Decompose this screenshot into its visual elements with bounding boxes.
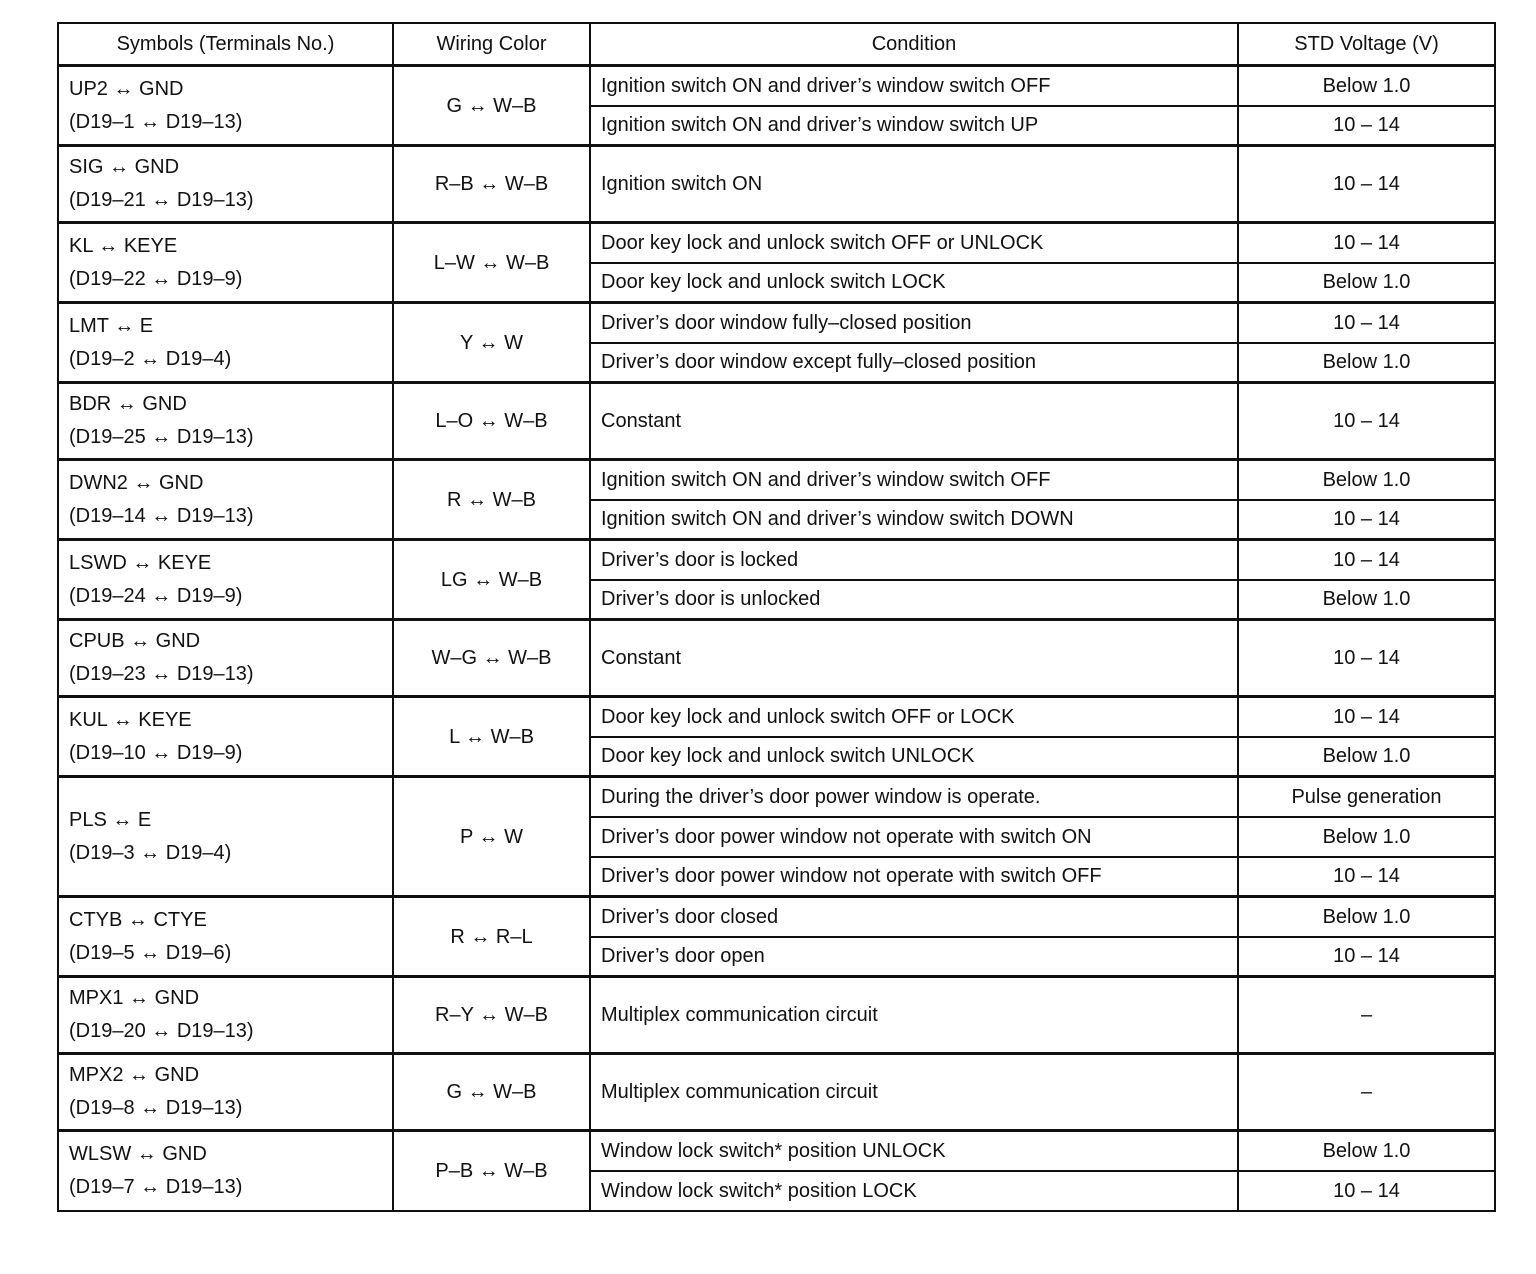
symbol-cell [58, 897, 393, 977]
symbol-cell [58, 620, 393, 697]
wiring-color-cell: Y ↔ W [393, 303, 590, 383]
terminal-symbol: PLS ↔ E [69, 808, 152, 831]
std-voltage-cell: 10 – 14 [1238, 223, 1495, 263]
std-voltage-cell: 10 – 14 [1238, 620, 1495, 697]
condition-cell: Door key lock and unlock switch OFF or UNLOCK [590, 223, 1238, 263]
header-condition: Condition [590, 23, 1238, 66]
condition-cell: Ignition switch ON and driver’s window switch OFF [590, 66, 1238, 106]
header-wiring-color: Wiring Color [393, 23, 590, 66]
wiring-color-cell: R–Y ↔ W–B [393, 977, 590, 1054]
table-body [58, 66, 1495, 1211]
condition-cell: Driver’s door is unlocked [590, 580, 1238, 620]
table-row [58, 1054, 1495, 1131]
std-voltage-cell: 10 – 14 [1238, 500, 1495, 540]
terminal-numbers: (D19–8 ↔ D19–13) [69, 1097, 243, 1119]
symbol-cell [58, 66, 393, 146]
condition-cell: Door key lock and unlock switch OFF or LOCK [590, 697, 1238, 737]
std-voltage-cell: Below 1.0 [1238, 263, 1495, 303]
wiring-color-cell: R ↔ R–L [393, 897, 590, 977]
std-voltage-cell: Below 1.0 [1238, 1131, 1495, 1171]
condition-cell: Window lock switch* position UNLOCK [590, 1131, 1238, 1171]
table-row [58, 303, 1495, 343]
terminal-numbers: (D19–20 ↔ D19–13) [69, 1020, 254, 1042]
terminal-voltage-sheet [57, 22, 1494, 1212]
terminal-numbers: (D19–25 ↔ D19–13) [69, 426, 254, 448]
condition-cell: Driver’s door open [590, 937, 1238, 977]
terminal-symbol: KUL ↔ KEYE [69, 708, 192, 731]
condition-cell: During the driver’s door power window is operate. [590, 777, 1238, 817]
condition-cell: Driver’s door power window not operate with switch OFF [590, 857, 1238, 897]
terminal-symbol: LMT ↔ E [69, 314, 154, 337]
terminal-symbol: DWN2 ↔ GND [69, 471, 204, 494]
terminal-numbers: (D19–24 ↔ D19–9) [69, 584, 243, 607]
symbol-cell [58, 1054, 393, 1131]
symbol-cell [58, 223, 393, 303]
symbol-cell [58, 697, 393, 777]
wiring-color-cell: P ↔ W [393, 777, 590, 897]
table-row [58, 1131, 1495, 1171]
condition-cell: Ignition switch ON and driver’s window switch DOWN [590, 500, 1238, 540]
terminal-symbol: LSWD ↔ KEYE [69, 551, 212, 574]
terminal-symbol: WLSW ↔ GND [69, 1142, 207, 1165]
symbol-cell [58, 777, 393, 897]
table-row [58, 977, 1495, 1054]
header-std-voltage: STD Voltage (V) [1238, 23, 1495, 66]
terminal-numbers: (D19–1 ↔ D19–13) [69, 110, 243, 133]
condition-cell: Window lock switch* position LOCK [590, 1171, 1238, 1211]
wiring-color-cell: G ↔ W–B [393, 66, 590, 146]
symbol-cell [58, 1131, 393, 1211]
terminal-symbol: UP2 ↔ GND [69, 77, 184, 100]
terminal-symbol: BDR ↔ GND [69, 393, 187, 415]
std-voltage-cell: – [1238, 1054, 1495, 1131]
table-row [58, 223, 1495, 263]
terminal-symbol: SIG ↔ GND [69, 156, 180, 178]
table-row [58, 146, 1495, 223]
std-voltage-cell: 10 – 14 [1238, 146, 1495, 223]
symbol-cell [58, 460, 393, 540]
terminal-numbers: (D19–5 ↔ D19–6) [69, 941, 232, 964]
condition-cell: Multiplex communication circuit [590, 977, 1238, 1054]
terminal-symbol: MPX1 ↔ GND [69, 987, 200, 1009]
symbol-cell [58, 383, 393, 460]
terminal-numbers: (D19–21 ↔ D19–13) [69, 189, 254, 211]
condition-cell: Door key lock and unlock switch UNLOCK [590, 737, 1238, 777]
std-voltage-cell: 10 – 14 [1238, 106, 1495, 146]
symbol-cell [58, 303, 393, 383]
terminal-numbers: (D19–10 ↔ D19–9) [69, 741, 243, 764]
condition-cell: Driver’s door closed [590, 897, 1238, 937]
wiring-color-cell: L ↔ W–B [393, 697, 590, 777]
terminal-numbers: (D19–14 ↔ D19–13) [69, 504, 254, 527]
table-row [58, 897, 1495, 937]
wiring-color-cell: LG ↔ W–B [393, 540, 590, 620]
wiring-color-cell: W–G ↔ W–B [393, 620, 590, 697]
table-row [58, 620, 1495, 697]
wiring-color-cell: R ↔ W–B [393, 460, 590, 540]
table-row [58, 460, 1495, 500]
wiring-color-cell: R–B ↔ W–B [393, 146, 590, 223]
condition-cell: Driver’s door window fully–closed position [590, 303, 1238, 343]
std-voltage-cell: 10 – 14 [1238, 937, 1495, 977]
table-row [58, 697, 1495, 737]
condition-cell: Constant [590, 620, 1238, 697]
condition-cell: Driver’s door is locked [590, 540, 1238, 580]
terminal-numbers: (D19–3 ↔ D19–4) [69, 841, 232, 864]
condition-cell: Multiplex communication circuit [590, 1054, 1238, 1131]
condition-cell: Driver’s door power window not operate with switch ON [590, 817, 1238, 857]
wiring-color-cell: P–B ↔ W–B [393, 1131, 590, 1211]
std-voltage-cell: 10 – 14 [1238, 1171, 1495, 1211]
std-voltage-cell: Below 1.0 [1238, 343, 1495, 383]
table-row [58, 66, 1495, 106]
terminal-numbers: (D19–23 ↔ D19–13) [69, 663, 254, 685]
std-voltage-cell: Below 1.0 [1238, 580, 1495, 620]
std-voltage-cell: 10 – 14 [1238, 857, 1495, 897]
std-voltage-cell: 10 – 14 [1238, 540, 1495, 580]
wiring-color-cell: G ↔ W–B [393, 1054, 590, 1131]
condition-cell: Ignition switch ON [590, 146, 1238, 223]
wiring-color-cell: L–W ↔ W–B [393, 223, 590, 303]
table-header-row [58, 23, 1495, 66]
condition-cell: Ignition switch ON and driver’s window switch OFF [590, 460, 1238, 500]
condition-cell: Constant [590, 383, 1238, 460]
terminal-numbers: (D19–22 ↔ D19–9) [69, 267, 243, 290]
terminal-numbers: (D19–7 ↔ D19–13) [69, 1175, 243, 1198]
symbol-cell [58, 146, 393, 223]
std-voltage-cell: 10 – 14 [1238, 383, 1495, 460]
table-row [58, 777, 1495, 817]
std-voltage-cell: Below 1.0 [1238, 460, 1495, 500]
terminal-symbol: CPUB ↔ GND [69, 630, 201, 652]
std-voltage-cell: Pulse generation [1238, 777, 1495, 817]
terminal-voltage-table [57, 22, 1496, 1212]
std-voltage-cell: Below 1.0 [1238, 817, 1495, 857]
std-voltage-cell: 10 – 14 [1238, 303, 1495, 343]
std-voltage-cell: – [1238, 977, 1495, 1054]
symbol-cell [58, 977, 393, 1054]
header-symbols: Symbols (Terminals No.) [58, 23, 393, 66]
std-voltage-cell: Below 1.0 [1238, 897, 1495, 937]
condition-cell: Driver’s door window except fully–closed position [590, 343, 1238, 383]
wiring-color-cell: L–O ↔ W–B [393, 383, 590, 460]
terminal-numbers: (D19–2 ↔ D19–4) [69, 347, 232, 370]
table-row [58, 540, 1495, 580]
condition-cell: Ignition switch ON and driver’s window switch UP [590, 106, 1238, 146]
std-voltage-cell: 10 – 14 [1238, 697, 1495, 737]
condition-cell: Door key lock and unlock switch LOCK [590, 263, 1238, 303]
std-voltage-cell: Below 1.0 [1238, 66, 1495, 106]
terminal-symbol: KL ↔ KEYE [69, 234, 178, 257]
table-row [58, 383, 1495, 460]
symbol-cell [58, 540, 393, 620]
terminal-symbol: MPX2 ↔ GND [69, 1064, 200, 1086]
std-voltage-cell: Below 1.0 [1238, 737, 1495, 777]
terminal-symbol: CTYB ↔ CTYE [69, 908, 207, 931]
